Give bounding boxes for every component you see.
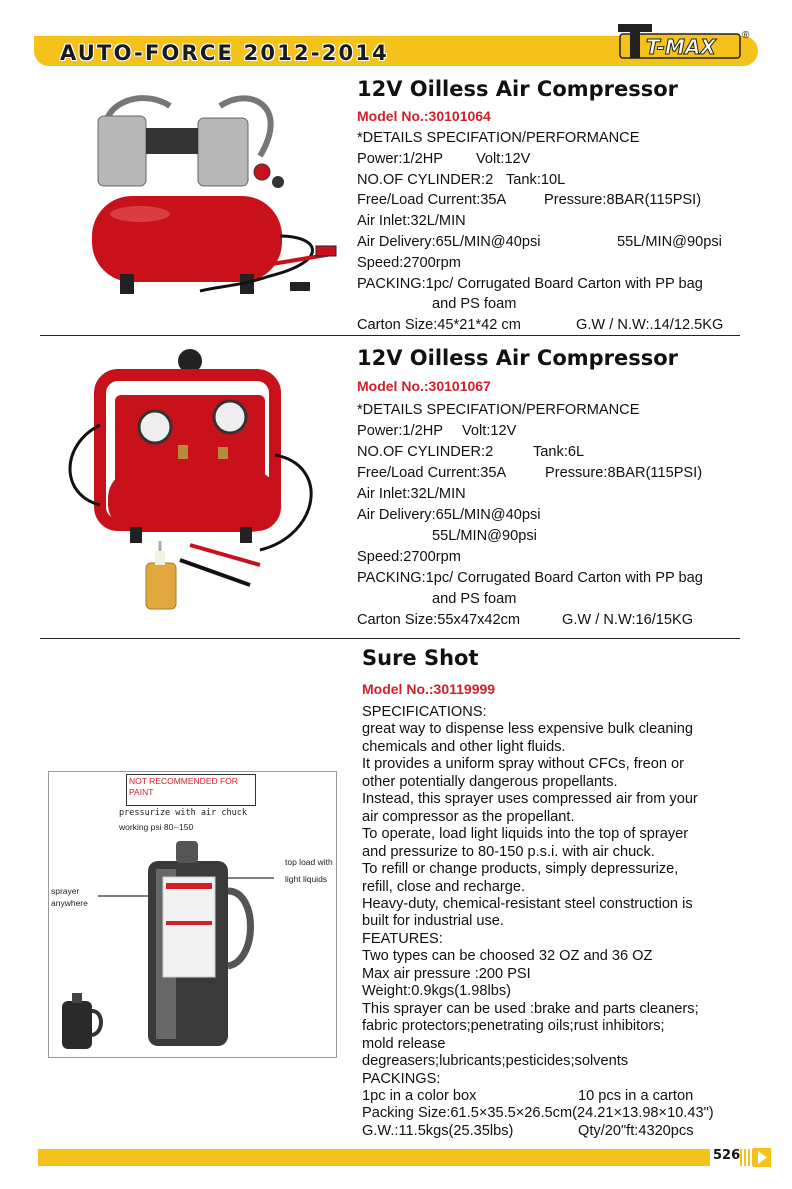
description-line: and pressurize to 80-150 p.s.i. with air chuck.: [362, 843, 655, 860]
pressurize-label: pressurize with air chuck: [119, 808, 247, 818]
spec-line: NO.OF CYLINDER:2: [357, 444, 494, 460]
description-line: fabric protectors;penetrating oils;rust inhibitors;: [362, 1018, 665, 1035]
spec-line: Pressure:8BAR(115PSI): [545, 465, 703, 481]
description-line: degreasers;lubricants;pesticides;solvents: [362, 1053, 629, 1070]
warning-label: NOT RECOMMENDED FOR: [129, 776, 238, 786]
model-number: Model No.:30101064: [357, 108, 491, 124]
description-line: FEATURES:: [362, 930, 443, 947]
warning-label: PAINT: [129, 787, 154, 797]
sure-shot-sprayer-photo: [48, 771, 336, 1057]
registered-mark: ®: [742, 30, 750, 41]
description-line: To operate, load light liquids into the top of sprayer: [362, 826, 689, 843]
sprayer-label: anywhere: [51, 898, 88, 908]
section-divider: [40, 335, 740, 336]
description-line: To refill or change products, simply depressurize,: [362, 861, 679, 878]
packing-line: 1pc in a color box: [362, 1087, 477, 1104]
description-line: other potentially dangerous propellants.: [362, 773, 618, 790]
catalog-title: AUTO-FORCE 2012-2014: [60, 41, 389, 65]
description-line: It provides a uniform spray without CFCs, freon or: [362, 756, 684, 773]
spec-line: NO.OF CYLINDER:2: [357, 171, 494, 188]
spec-line: and PS foam: [432, 296, 517, 313]
spec-line: Speed:2700rpm: [357, 254, 461, 271]
packing-line: 10 pcs in a carton: [578, 1087, 694, 1104]
page-number: 526: [713, 1148, 741, 1163]
description-line: Two types can be choosed 32 OZ and 36 OZ: [362, 948, 653, 965]
description-line: This sprayer can be used :brake and parts cleaners;: [362, 1000, 699, 1017]
product-title: 12V Oilless Air Compressor: [357, 77, 679, 101]
spec-line: Tank:6L: [533, 444, 585, 460]
spec-line: Tank:10L: [506, 171, 566, 188]
top-load-label: light liquids: [285, 874, 328, 884]
model-number: Model No.:30119999: [362, 681, 496, 697]
spec-line: *DETAILS SPECIFATION/PERFORMANCE: [357, 402, 640, 418]
spec-block: [357, 400, 703, 631]
section-divider: [40, 638, 740, 639]
description-line: mold release: [362, 1035, 446, 1052]
spec-line: Air Delivery:65L/MIN@40psi: [357, 233, 541, 250]
spec-line: Air Inlet:32L/MIN: [357, 213, 466, 230]
spec-line: Power:1/2HP: [357, 423, 443, 439]
description-line: Max air pressure :200 PSI: [362, 965, 531, 982]
footer-arrow-icon: [753, 1148, 771, 1167]
logo-text: T-MAX: [646, 35, 716, 59]
spec-line: Speed:2700rpm: [357, 549, 461, 565]
spec-line: 55L/MIN@90psi: [617, 233, 722, 250]
spec-block: [357, 128, 723, 336]
spec-line: and PS foam: [432, 591, 517, 607]
sprayer-label: sprayer: [51, 886, 80, 896]
spec-line: Carton Size:55x47x42cm: [357, 612, 521, 628]
spec-line: G.W / N.W:.14/12.5KG: [576, 317, 724, 334]
spec-line: Power:1/2HP: [357, 150, 443, 167]
packing-line: Packing Size:61.5×35.5×26.5cm(24.21×13.98×10.43"): [362, 1105, 714, 1122]
spec-line: *DETAILS SPECIFATION/PERFORMANCE: [357, 130, 640, 146]
top-load-label: top load with: [285, 857, 333, 867]
spec-line: G.W / N.W:16/15KG: [562, 612, 694, 628]
description-line: chemicals and other light fluids.: [362, 738, 566, 755]
spec-line: PACKING:1pc/ Corrugated Board Carton with PP bag: [357, 275, 703, 292]
spec-line: Air Delivery:65L/MIN@40psi: [357, 507, 541, 523]
spec-line: Free/Load Current:35A: [357, 192, 507, 209]
spec-line: PACKING:1pc/ Corrugated Board Carton with PP bag: [357, 570, 703, 586]
description-line: built for industrial use.: [362, 913, 504, 930]
description-line: Instead, this sprayer uses compressed air from your: [362, 791, 698, 808]
tmax-logo: [618, 22, 756, 64]
spec-line: Volt:12V: [462, 423, 517, 439]
working-psi-label: working psi 80--150: [119, 822, 194, 832]
footer-bar: [38, 1149, 710, 1166]
spec-line: 55L/MIN@90psi: [432, 528, 537, 544]
spec-line: Carton Size:45*21*42 cm: [357, 317, 521, 334]
spec-line: Free/Load Current:35A: [357, 465, 507, 481]
packing-line: G.W.:11.5kgs(25.35lbs): [362, 1122, 514, 1139]
packing-line: Qty/20"ft:4320pcs: [578, 1122, 694, 1139]
spec-line: Volt:12V: [476, 150, 531, 167]
footer-stripes: [740, 1149, 754, 1166]
description-line: Heavy-duty, chemical-resistant steel construction is: [362, 895, 693, 912]
spec-line: Air Inlet:32L/MIN: [357, 486, 466, 502]
description-line: great way to dispense less expensive bulk cleaning: [362, 721, 693, 738]
description-line: refill, close and recharge.: [362, 878, 526, 895]
product-title: Sure Shot: [362, 646, 479, 670]
description-line: air compressor as the propellant.: [362, 808, 575, 825]
description-line: PACKINGS:: [362, 1070, 441, 1087]
spec-line: Pressure:8BAR(115PSI): [544, 192, 702, 209]
product-title: 12V Oilless Air Compressor: [357, 346, 679, 370]
sure-shot-description: [362, 704, 714, 1140]
model-number: Model No.:30101067: [357, 378, 491, 394]
description-line: Weight:0.9kgs(1.98lbs): [362, 983, 511, 1000]
compressor-10l-photo: [80, 86, 340, 300]
compressor-6l-photo: [60, 345, 345, 615]
description-line: SPECIFICATIONS:: [362, 704, 487, 720]
